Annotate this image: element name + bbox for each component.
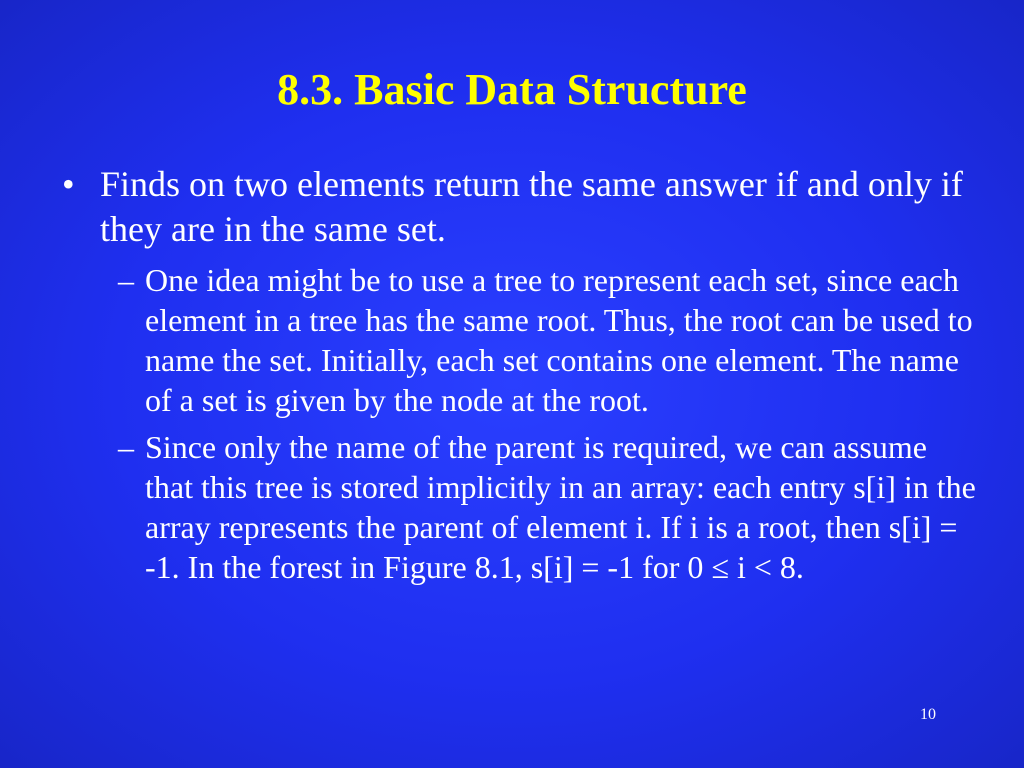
bullet-item — [62, 162, 982, 587]
bullet-text: Finds on two elements return the same answer if and only if they are in the same set. — [100, 164, 963, 249]
sub-bullet-list — [100, 260, 982, 587]
bullet-list — [62, 162, 982, 594]
sub-bullet-item — [100, 427, 982, 587]
sub-bullet-text: Since only the name of the parent is required, we can assume that this tree is stored implicitly in an array: each entry s[i] in the array represents the parent of element i. If i is a root, then s[i] = -1. In the forest in Figure 8.1, s[i] = -1 for 0 ≤ i < 8. — [145, 429, 976, 585]
page-number: 10 — [920, 706, 936, 723]
sub-bullet-marker: – — [118, 262, 134, 298]
sub-bullet-text: One idea might be to use a tree to represent each set, since each element in a tree has the same root. Thus, the root can be used to name the set. Initially, each set contains one element. The name of a set is given by the node at the root. — [145, 262, 973, 418]
sub-bullet-item — [100, 260, 982, 420]
sub-bullet-marker: – — [118, 429, 134, 465]
slide-title: 8.3. Basic Data Structure — [277, 65, 747, 114]
bullet-marker: • — [62, 164, 75, 204]
